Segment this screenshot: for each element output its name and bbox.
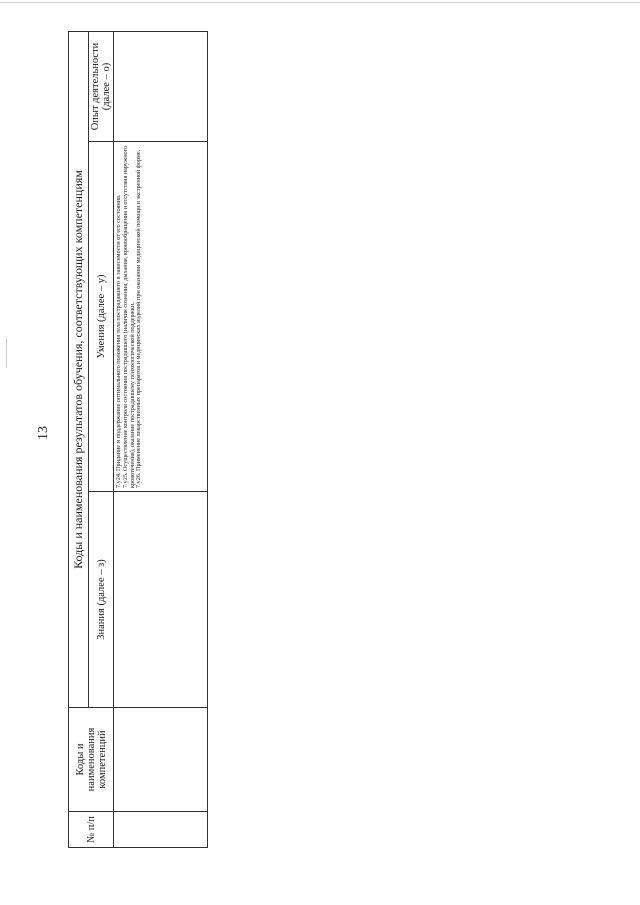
page-number: 13 — [36, 426, 51, 440]
header-knowledge: Знания (далее – з) — [89, 492, 114, 708]
table-row — [114, 32, 208, 848]
skill-item: 7.у25. Осуществление контроля состояния пострадавшего (наличия сознания, дыхания, кровообращения и отсутствия наружного кровотечения), оказание пострадавшему психологической поддержки. — [121, 145, 136, 488]
top-edge-line — [0, 2, 640, 3]
header-codes: Коды и наименования компетенций — [69, 708, 114, 812]
row-experience — [114, 32, 208, 142]
margin-mark — [6, 338, 7, 368]
skill-item: 7.у26. Применение лекарственных препаратов и медицинских изделий при оказании медицинской помощи в экстренной форме. — [135, 149, 143, 488]
row-knowledge — [114, 492, 208, 708]
header-num: № п/п — [69, 812, 114, 848]
row-num — [114, 812, 208, 848]
header-skills: Умения (далее – у) — [89, 142, 114, 492]
competency-table — [68, 32, 204, 848]
row-skills — [114, 142, 208, 492]
header-experience: Опыт деятельности (далее – о) — [89, 32, 114, 142]
row-codes — [114, 708, 208, 812]
header-group: Коды и наименования результатов обучения, соответствующих компетенциям — [69, 32, 89, 708]
skill-item: 7.у24. Придание и поддержание оптимального положения тела пострадавшего в зависимости от его состояния. — [115, 194, 122, 488]
